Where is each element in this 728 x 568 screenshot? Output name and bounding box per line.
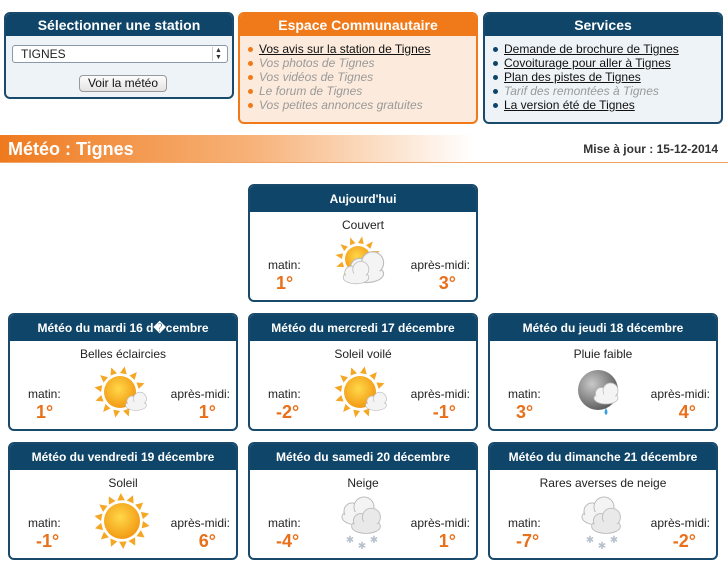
services-links (485, 36, 721, 112)
morning-temp: -4° (276, 531, 300, 551)
afternoon-label: après-midi: (410, 258, 470, 272)
forecast-card-thu-18 (488, 313, 718, 431)
service-link-carpool[interactable]: Covoiturage pour aller à Tignes (493, 56, 721, 70)
forecast-title: Météo du mercredi 17 décembre (250, 315, 476, 341)
afternoon-temp: -2° (672, 531, 696, 551)
sunny-spells-icon (92, 362, 152, 422)
svg-text:✱: ✱ (585, 535, 595, 546)
community-panel-title: Espace Communautaire (240, 14, 476, 36)
morning-label: matin: (268, 387, 301, 401)
forecast-condition: Pluie faible (573, 347, 633, 361)
afternoon-label: après-midi: (170, 387, 230, 401)
hazy-sun-icon (332, 362, 392, 422)
morning-label: matin: (508, 516, 541, 530)
select-arrows-icon: ▲ ▼ (212, 47, 224, 61)
svg-text:✱: ✱ (597, 541, 607, 551)
snow-showers-icon (572, 491, 632, 551)
svg-text:✱: ✱ (345, 535, 355, 546)
weather-banner (0, 135, 728, 163)
view-weather-button[interactable]: Voir la météo (79, 75, 167, 92)
station-select-value: TIGNES (21, 47, 66, 61)
afternoon-temp: 1° (438, 531, 456, 551)
service-link-brochure[interactable]: Demande de brochure de Tignes (493, 42, 721, 56)
afternoon-label: après-midi: (410, 516, 470, 530)
service-link-lift-prices[interactable]: Tarif des remontées à Tignes (493, 84, 721, 98)
afternoon-label: après-midi: (650, 516, 710, 530)
community-link-reviews[interactable]: Vos avis sur la station de Tignes (248, 42, 476, 56)
forecast-title: Météo du samedi 20 décembre (250, 444, 476, 470)
afternoon-label: après-midi: (410, 387, 470, 401)
morning-temp: -1° (36, 531, 60, 551)
forecast-card-tue-16 (8, 313, 238, 431)
forecast-condition: Belles éclaircies (79, 347, 167, 361)
community-link-ads[interactable]: Vos petites annonces gratuites (248, 98, 476, 112)
forecast-card-sat-20 (248, 442, 478, 560)
afternoon-temp: 4° (678, 402, 696, 422)
svg-text:✱: ✱ (609, 535, 619, 546)
community-links (240, 36, 476, 112)
morning-label: matin: (268, 258, 301, 272)
forecast-title: Météo du mardi 16 d�cembre (10, 315, 236, 341)
community-link-forum[interactable]: Le forum de Tignes (248, 84, 476, 98)
last-update: Mise à jour : 15-12-2014 (583, 142, 718, 156)
cloudy-sun-icon (332, 233, 392, 293)
forecast-card-sun-21 (488, 442, 718, 560)
forecast-title: Aujourd'hui (250, 186, 476, 212)
forecast-condition: Soleil voilé (334, 347, 392, 361)
morning-label: matin: (508, 387, 541, 401)
morning-label: matin: (28, 387, 61, 401)
community-panel (238, 12, 478, 124)
snow-icon (332, 491, 392, 551)
sun-icon (92, 491, 152, 551)
forecast-condition: Neige (347, 476, 379, 490)
afternoon-temp: -1° (432, 402, 456, 422)
afternoon-label: après-midi: (170, 516, 230, 530)
community-link-videos[interactable]: Vos vidéos de Tignes (248, 70, 476, 84)
forecast-condition: Rares averses de neige (539, 476, 667, 490)
page-title: Météo : Tignes (8, 139, 134, 159)
forecast-card-today (248, 184, 478, 302)
forecast-title: Météo du dimanche 21 décembre (490, 444, 716, 470)
community-link-photos[interactable]: Vos photos de Tignes (248, 56, 476, 70)
morning-temp: -2° (276, 402, 300, 422)
station-panel-title: Sélectionner une station (6, 14, 232, 36)
afternoon-temp: 3° (438, 273, 456, 293)
services-panel (483, 12, 723, 124)
station-select[interactable] (12, 45, 228, 63)
forecast-title: Météo du jeudi 18 décembre (490, 315, 716, 341)
svg-text:✱: ✱ (369, 535, 379, 546)
forecast-card-wed-17 (248, 313, 478, 431)
forecast-condition: Soleil (108, 476, 138, 490)
morning-label: matin: (28, 516, 61, 530)
forecast-card-fri-19 (8, 442, 238, 560)
forecast-condition: Couvert (341, 218, 385, 232)
light-rain-night-icon (572, 362, 632, 422)
morning-label: matin: (268, 516, 301, 530)
forecast-title: Météo du vendredi 19 décembre (10, 444, 236, 470)
morning-temp: -7° (516, 531, 540, 551)
service-link-summer[interactable]: La version été de Tignes (493, 98, 721, 112)
station-selector-panel (4, 12, 234, 99)
morning-temp: 1° (276, 273, 294, 293)
afternoon-temp: 6° (198, 531, 216, 551)
morning-temp: 1° (36, 402, 54, 422)
svg-text:✱: ✱ (357, 541, 367, 551)
services-panel-title: Services (485, 14, 721, 36)
afternoon-label: après-midi: (650, 387, 710, 401)
afternoon-temp: 1° (198, 402, 216, 422)
morning-temp: 3° (516, 402, 534, 422)
service-link-piste-map[interactable]: Plan des pistes de Tignes (493, 70, 721, 84)
